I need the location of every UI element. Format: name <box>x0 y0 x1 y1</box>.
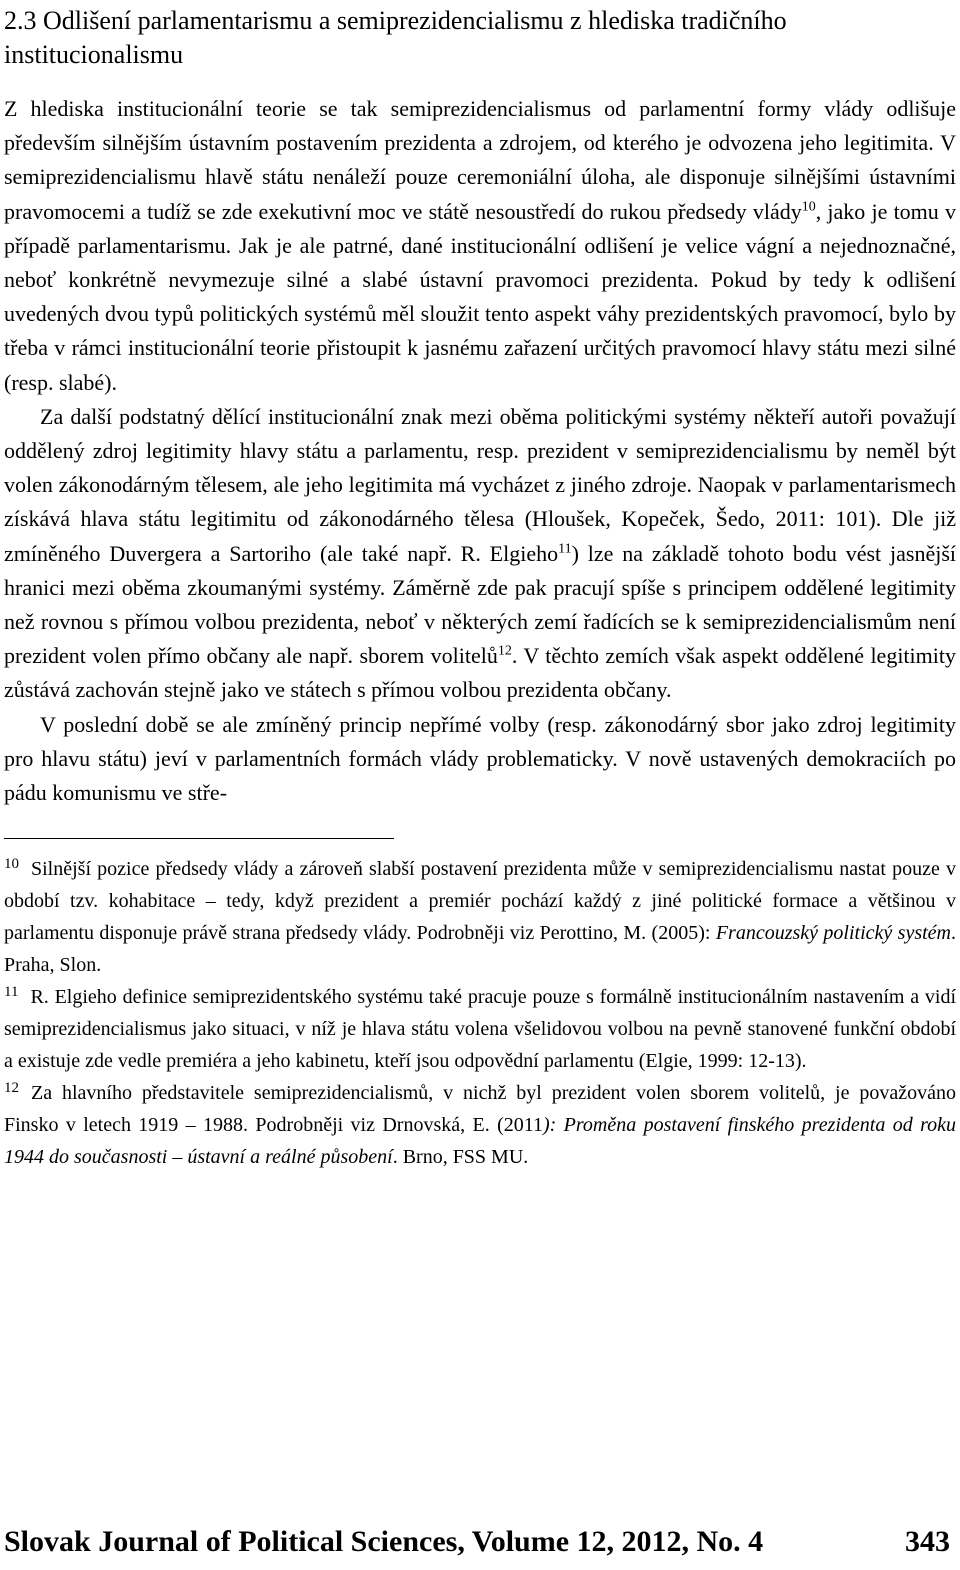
paragraph-1 <box>4 92 956 400</box>
page-number: 343 <box>905 1525 950 1558</box>
footnote-10-mark: 10 <box>4 855 19 872</box>
body-text <box>4 92 956 810</box>
footnote-separator <box>4 838 394 839</box>
paragraph-2-part-b: ) lze na základě tohoto bodu vést jasnější hranici mezi oběma zkoumanými systémy. Záměrně zde pak pracují spíše s principem oddělené legitimity než rovnou s přímou volbou prezidenta, neboť v některých zemí řadících se k semiprezidencialismům není prezident volen přímo občany ale např. sborem volitelů <box>4 540 956 669</box>
footnote-12 <box>4 1077 956 1173</box>
footnote-12-tail: . Brno, FSS MU. <box>392 1146 529 1169</box>
footnotes <box>4 853 956 1173</box>
footnote-12-mark: 12 <box>4 1079 19 1096</box>
paragraph-3: V poslední době se ale zmíněný princip nepřímé volby (resp. zákonodárný sbor jako zdroj legitimity pro hlavu státu) jeví v parlamentních formách vlády problematicky. V nově ustavených demokraciích po pádu komunismu ve stře- <box>4 711 956 806</box>
document-page <box>4 0 956 1173</box>
journal-title: Slovak Journal of Political Sciences, Volume 12, 2012, No. 4 <box>4 1525 764 1558</box>
footnote-10-text: Silnější pozice předsedy vlády a zároveň slabší postavení prezidenta může v semiprezidencialismu nastat pouze v období tzv. kohabitace – tedy, když prezident a premiér pochází každý z jiné politické formace a většinou v parlamentu disponuje právě strana předsedy vlády. Podrobněji viz Perottino, M. (2005): <box>4 858 956 945</box>
footnote-12-text: Za hlavního představitele semiprezidencialismů, v nichž byl prezident volen sborem volitelů, je považováno Finsko v letech 1919 – 1988. Podrobněji viz Drnovská, E. (2011 <box>4 1082 956 1137</box>
footnote-12-title: ): Proměna postavení finského prezidenta od roku 1944 do současnosti – ústavní a reálné působení <box>4 1114 956 1169</box>
footnote-ref-11[interactable]: 11 <box>558 541 572 557</box>
paragraph-2 <box>4 400 956 708</box>
paragraph-1-part-b: , jako je tomu v případě parlamentarismu. Jak je ale patrné, dané institucionální odlišení je velice vágní a nejednoznačné, neboť konkrétně nevymezuje silné a slabé ústavní pravomoci prezidenta. Pokud by tedy k odlišení uvedených dvou typů politických systémů měl sloužit tento aspekt váhy prezidentských pravomocí, bylo by třeba v rámci institucionální teorie přistoupit k jasnému zařazení určitých pravomocí hlavy státu mezi silné (resp. slabé). <box>4 198 956 395</box>
footnote-11-text: R. Elgieho definice semiprezidentského systému také pracuje pouze s formálně institucionálním nastavením a vidí semiprezidencialismus jako situaci, v níž je hlava státu volena všelidovou volbou na pevně stanovené funkční období a existuje zde vedle premiéra a jeho kabinetu, kteří jsou odpovědní parlamentu (Elgie, 1999: 12-13). <box>4 986 956 1073</box>
footnote-10 <box>4 853 956 981</box>
footnote-ref-12[interactable]: 12 <box>497 643 512 659</box>
paragraph-1-part-a: Z hlediska institucionální teorie se tak semiprezidencialismus od parlamentní formy vlády odlišuje především silnějším ústavním postavením prezidenta a zdrojem, od kterého je odvozena jeho legitimita. V semiprezidencialismu hlavě státu nenáleží pouze ceremoniální úloha, ale disponuje silnějšími ústavními pravomocemi a tudíž se zde exekutivní moc ve státě nesoustředí do rukou předsedy vlády <box>4 96 956 224</box>
footnote-ref-10[interactable]: 10 <box>801 199 816 215</box>
footnote-10-title: Francouzský politický systém <box>715 922 952 945</box>
footnote-11 <box>4 981 956 1077</box>
footnote-10-tail: . Praha, Slon. <box>4 922 957 977</box>
paragraph-2-part-a: Za další podstatný dělící institucionální znak mezi oběma politickými systémy někteří autoři považují oddělený zdroj legitimity hlavy státu a parlamentu, resp. prezident v semiprezidencialismu by neměl být volen zákonodárným tělesem, ale jeho legitimita má vycházet z jiného zdroje. Naopak v parlamentarismech získává hlava státu legitimitu od zákonodárného tělesa (Hloušek, Kopeček, Šedo, 2011: 101). Dle již zmíněného Duvergera a Sartoriho (ale také např. R. Elgieho <box>4 403 956 566</box>
paragraph-2-part-c: . V těchto zemích však aspekt oddělené legitimity zůstává zachován stejně jako ve státech s přímou volbou prezidenta občany. <box>4 643 956 703</box>
section-heading: 2.3 Odlišení parlamentarismu a semiprezidencialismu z hlediska tradičního institucionalismu <box>4 6 787 69</box>
footnote-11-mark: 11 <box>4 983 19 1000</box>
